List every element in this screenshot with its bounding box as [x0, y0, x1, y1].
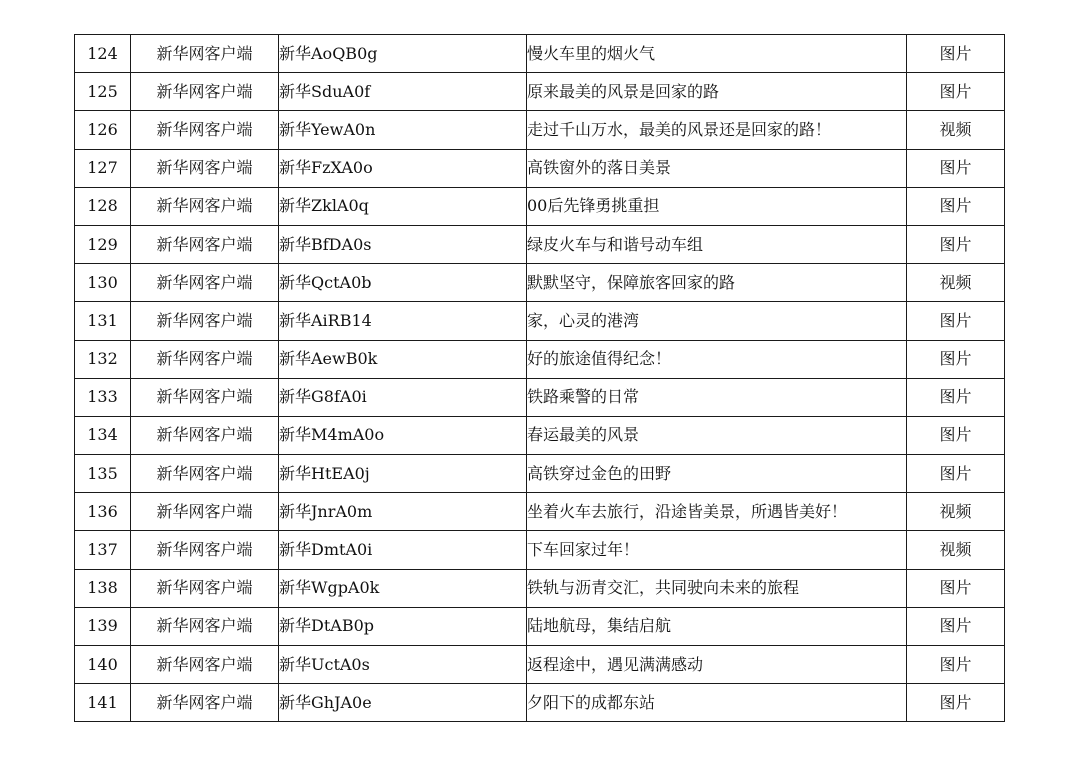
media-type-cell: 图片	[907, 607, 1005, 645]
row-number-cell: 132	[75, 340, 131, 378]
row-number-cell: 124	[75, 35, 131, 73]
row-number-cell: 136	[75, 493, 131, 531]
source-cell: 新华网客户端	[131, 646, 279, 684]
source-cell: 新华网客户端	[131, 149, 279, 187]
title-cell: 高铁窗外的落日美景	[527, 149, 907, 187]
item-id-cell: 新华JnrA0m	[279, 493, 527, 531]
row-number-cell: 126	[75, 111, 131, 149]
title-cell: 00后先锋勇挑重担	[527, 187, 907, 225]
item-id-cell: 新华UctA0s	[279, 646, 527, 684]
title-cell: 默默坚守，保障旅客回家的路	[527, 264, 907, 302]
title-cell: 走过千山万水，最美的风景还是回家的路！	[527, 111, 907, 149]
source-cell: 新华网客户端	[131, 73, 279, 111]
table-row	[75, 493, 1005, 531]
table-row	[75, 302, 1005, 340]
title-cell: 绿皮火车与和谐号动车组	[527, 225, 907, 263]
item-id-cell: 新华AoQB0g	[279, 35, 527, 73]
title-cell: 慢火车里的烟火气	[527, 35, 907, 73]
item-id-cell: 新华SduA0f	[279, 73, 527, 111]
source-cell: 新华网客户端	[131, 35, 279, 73]
title-cell: 返程途中，遇见满满感动	[527, 646, 907, 684]
table-row	[75, 378, 1005, 416]
title-cell: 下车回家过年！	[527, 531, 907, 569]
title-cell: 夕阳下的成都东站	[527, 684, 907, 722]
item-id-cell: 新华G8fA0i	[279, 378, 527, 416]
item-id-cell: 新华BfDA0s	[279, 225, 527, 263]
title-cell: 春运最美的风景	[527, 416, 907, 454]
title-cell: 高铁穿过金色的田野	[527, 455, 907, 493]
source-cell: 新华网客户端	[131, 264, 279, 302]
item-id-cell: 新华AiRB14	[279, 302, 527, 340]
row-number-cell: 141	[75, 684, 131, 722]
media-type-cell: 图片	[907, 149, 1005, 187]
table-row	[75, 455, 1005, 493]
media-type-cell: 视频	[907, 111, 1005, 149]
table-row	[75, 569, 1005, 607]
media-type-cell: 图片	[907, 646, 1005, 684]
source-cell: 新华网客户端	[131, 302, 279, 340]
media-type-cell: 图片	[907, 35, 1005, 73]
title-cell: 原来最美的风景是回家的路	[527, 73, 907, 111]
title-cell: 铁路乘警的日常	[527, 378, 907, 416]
item-id-cell: 新华AewB0k	[279, 340, 527, 378]
row-number-cell: 140	[75, 646, 131, 684]
source-cell: 新华网客户端	[131, 416, 279, 454]
title-cell: 家，心灵的港湾	[527, 302, 907, 340]
media-type-cell: 图片	[907, 569, 1005, 607]
table-row	[75, 684, 1005, 722]
row-number-cell: 139	[75, 607, 131, 645]
source-cell: 新华网客户端	[131, 378, 279, 416]
media-type-cell: 图片	[907, 302, 1005, 340]
table-row	[75, 187, 1005, 225]
item-id-cell: 新华YewA0n	[279, 111, 527, 149]
row-number-cell: 134	[75, 416, 131, 454]
source-cell: 新华网客户端	[131, 340, 279, 378]
source-cell: 新华网客户端	[131, 225, 279, 263]
item-id-cell: 新华M4mA0o	[279, 416, 527, 454]
entries-table-body	[75, 35, 1005, 722]
media-type-cell: 图片	[907, 340, 1005, 378]
row-number-cell: 135	[75, 455, 131, 493]
row-number-cell: 127	[75, 149, 131, 187]
row-number-cell: 125	[75, 73, 131, 111]
media-type-cell: 视频	[907, 531, 1005, 569]
media-type-cell: 图片	[907, 73, 1005, 111]
media-type-cell: 图片	[907, 225, 1005, 263]
row-number-cell: 129	[75, 225, 131, 263]
source-cell: 新华网客户端	[131, 531, 279, 569]
media-type-cell: 图片	[907, 378, 1005, 416]
row-number-cell: 130	[75, 264, 131, 302]
source-cell: 新华网客户端	[131, 111, 279, 149]
item-id-cell: 新华WgpA0k	[279, 569, 527, 607]
title-cell: 陆地航母，集结启航	[527, 607, 907, 645]
media-type-cell: 图片	[907, 684, 1005, 722]
source-cell: 新华网客户端	[131, 187, 279, 225]
media-type-cell: 图片	[907, 187, 1005, 225]
media-type-cell: 图片	[907, 455, 1005, 493]
item-id-cell: 新华DmtA0i	[279, 531, 527, 569]
source-cell: 新华网客户端	[131, 607, 279, 645]
title-cell: 铁轨与沥青交汇，共同驶向未来的旅程	[527, 569, 907, 607]
item-id-cell: 新华DtAB0p	[279, 607, 527, 645]
title-cell: 好的旅途值得纪念！	[527, 340, 907, 378]
title-cell: 坐着火车去旅行，沿途皆美景，所遇皆美好！	[527, 493, 907, 531]
item-id-cell: 新华HtEA0j	[279, 455, 527, 493]
media-type-cell: 视频	[907, 493, 1005, 531]
row-number-cell: 131	[75, 302, 131, 340]
table-row	[75, 646, 1005, 684]
table-row	[75, 73, 1005, 111]
table-row	[75, 35, 1005, 73]
media-type-cell: 图片	[907, 416, 1005, 454]
row-number-cell: 137	[75, 531, 131, 569]
table-row	[75, 149, 1005, 187]
item-id-cell: 新华ZklA0q	[279, 187, 527, 225]
item-id-cell: 新华FzXA0o	[279, 149, 527, 187]
table-row	[75, 531, 1005, 569]
row-number-cell: 128	[75, 187, 131, 225]
source-cell: 新华网客户端	[131, 493, 279, 531]
item-id-cell: 新华QctA0b	[279, 264, 527, 302]
row-number-cell: 133	[75, 378, 131, 416]
table-row	[75, 340, 1005, 378]
table-row	[75, 264, 1005, 302]
entries-table	[74, 34, 1005, 722]
table-row	[75, 607, 1005, 645]
source-cell: 新华网客户端	[131, 684, 279, 722]
media-type-cell: 视频	[907, 264, 1005, 302]
source-cell: 新华网客户端	[131, 569, 279, 607]
item-id-cell: 新华GhJA0e	[279, 684, 527, 722]
table-row	[75, 111, 1005, 149]
table-row	[75, 225, 1005, 263]
table-row	[75, 416, 1005, 454]
row-number-cell: 138	[75, 569, 131, 607]
source-cell: 新华网客户端	[131, 455, 279, 493]
